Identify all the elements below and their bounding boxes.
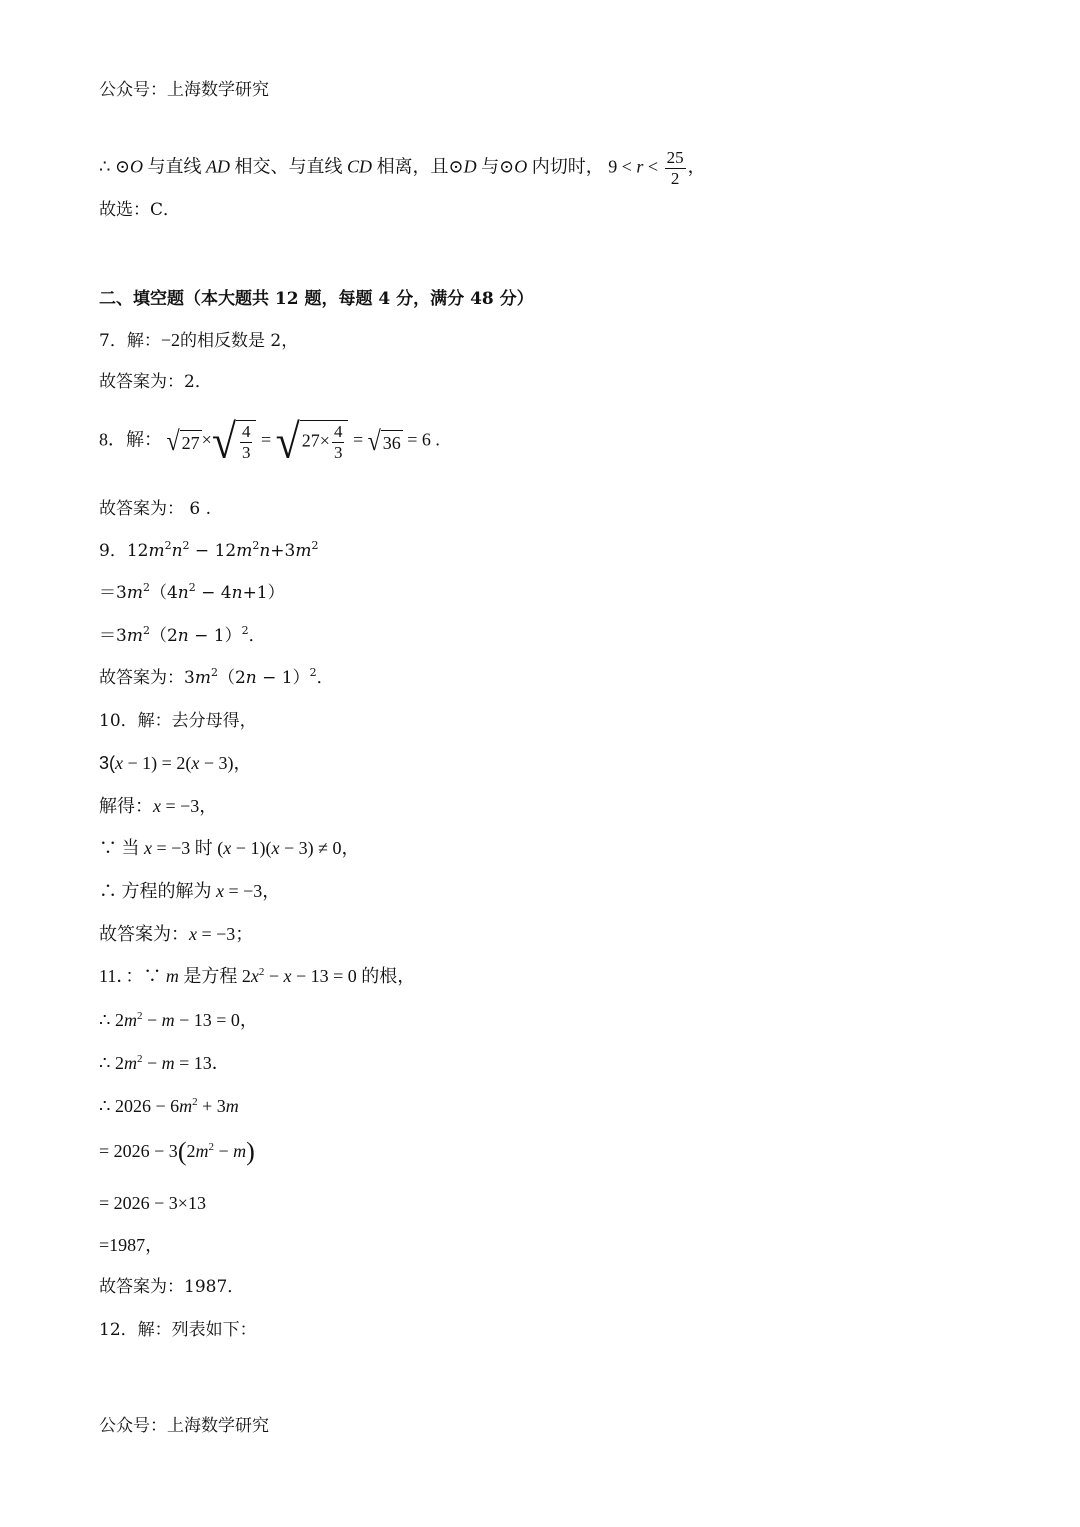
q10-line4: ∵ 当 x = −3 时 (x − 1)(x − 3) ≠ 0， [99,838,360,858]
sqrt-36: √ 36 [367,427,401,458]
q11-answer: 故答案为：1987． [99,1277,245,1297]
q11-line2: ∴ $2m^2 - m - 13 = 0$， [99,1010,258,1030]
q9-line2: $=3m^2(4n^2 - 4n+1)$ [99,581,285,603]
sqrt-27: √ 27 [166,427,200,458]
sqrt-4-over-3: √ $\frac{4}{3}$ [212,420,257,463]
page-footer: 公众号：上海数学研究 [99,1416,269,1436]
q7-answer: 故答案为：2． [99,372,212,392]
sqrt-27-times-4-over-3: √ 27× $\frac{4}{3}$ [276,420,349,463]
q11-line1: 11．：∵ m 是方程 $2x^2 - x - 13 = 0$ 的根， [99,966,416,986]
q8-answer: 故答案为： 6 . [99,499,212,519]
q9-line1: 9．$12m^2n^2 - 12m^2n+3m^2$ [99,539,319,561]
q11-line3: ∴ $2m^2 - m = 13$． [99,1053,230,1073]
q6-answer: 故选：C． [99,200,181,220]
q10-line5: ∴ 方程的解为 x = −3， [99,881,281,901]
q7-solution: 7．解：−2的相反数是 2， [99,330,299,351]
q10-line2: 3(x − 1) = 2(x − 3)， [99,753,252,773]
q11-line4: ∴ $2026 - 6m^2 + 3m$ [99,1096,239,1116]
q12-line1: 12．解：列表如下： [99,1320,257,1340]
q11-line7: =1987， [99,1235,164,1255]
q9-line3: $=3m^2(2n - 1)^2$． [99,624,266,646]
section-title: 二、填空题（本大题共 12 题，每题 4 分，满分 48 分） [99,289,534,309]
q11-line5: = $2026 - 3(2m^2 - m)$ [99,1137,255,1166]
q10-line1: 10．解：去分母得， [99,711,257,731]
q10-answer: 故答案为：x = −3； [99,924,254,944]
fraction-25-over-2: $\frac{25}{2}$ [666,148,684,188]
page-header: 公众号：上海数学研究 [99,80,269,100]
q6-conclusion-line: ∴ ⊙O 与直线 AD 相交、与直线 CD 相离，且⊙D 与⊙O 内切时， 9 < r < $\frac{25}{2}$ ， [99,148,706,188]
q8-solution: 8．解： √ 27 ×√ $\frac{4}{3}$ = √ 27× $\frac{4}{3}$ = √ 36 = 6 . [99,414,440,468]
q10-line3: 解得：x = −3， [99,796,218,816]
q11-line6: = 2026 − 3×13 [99,1193,206,1213]
q9-answer: 故答案为：$3m^2(2n - 1)^2$． [99,666,334,688]
